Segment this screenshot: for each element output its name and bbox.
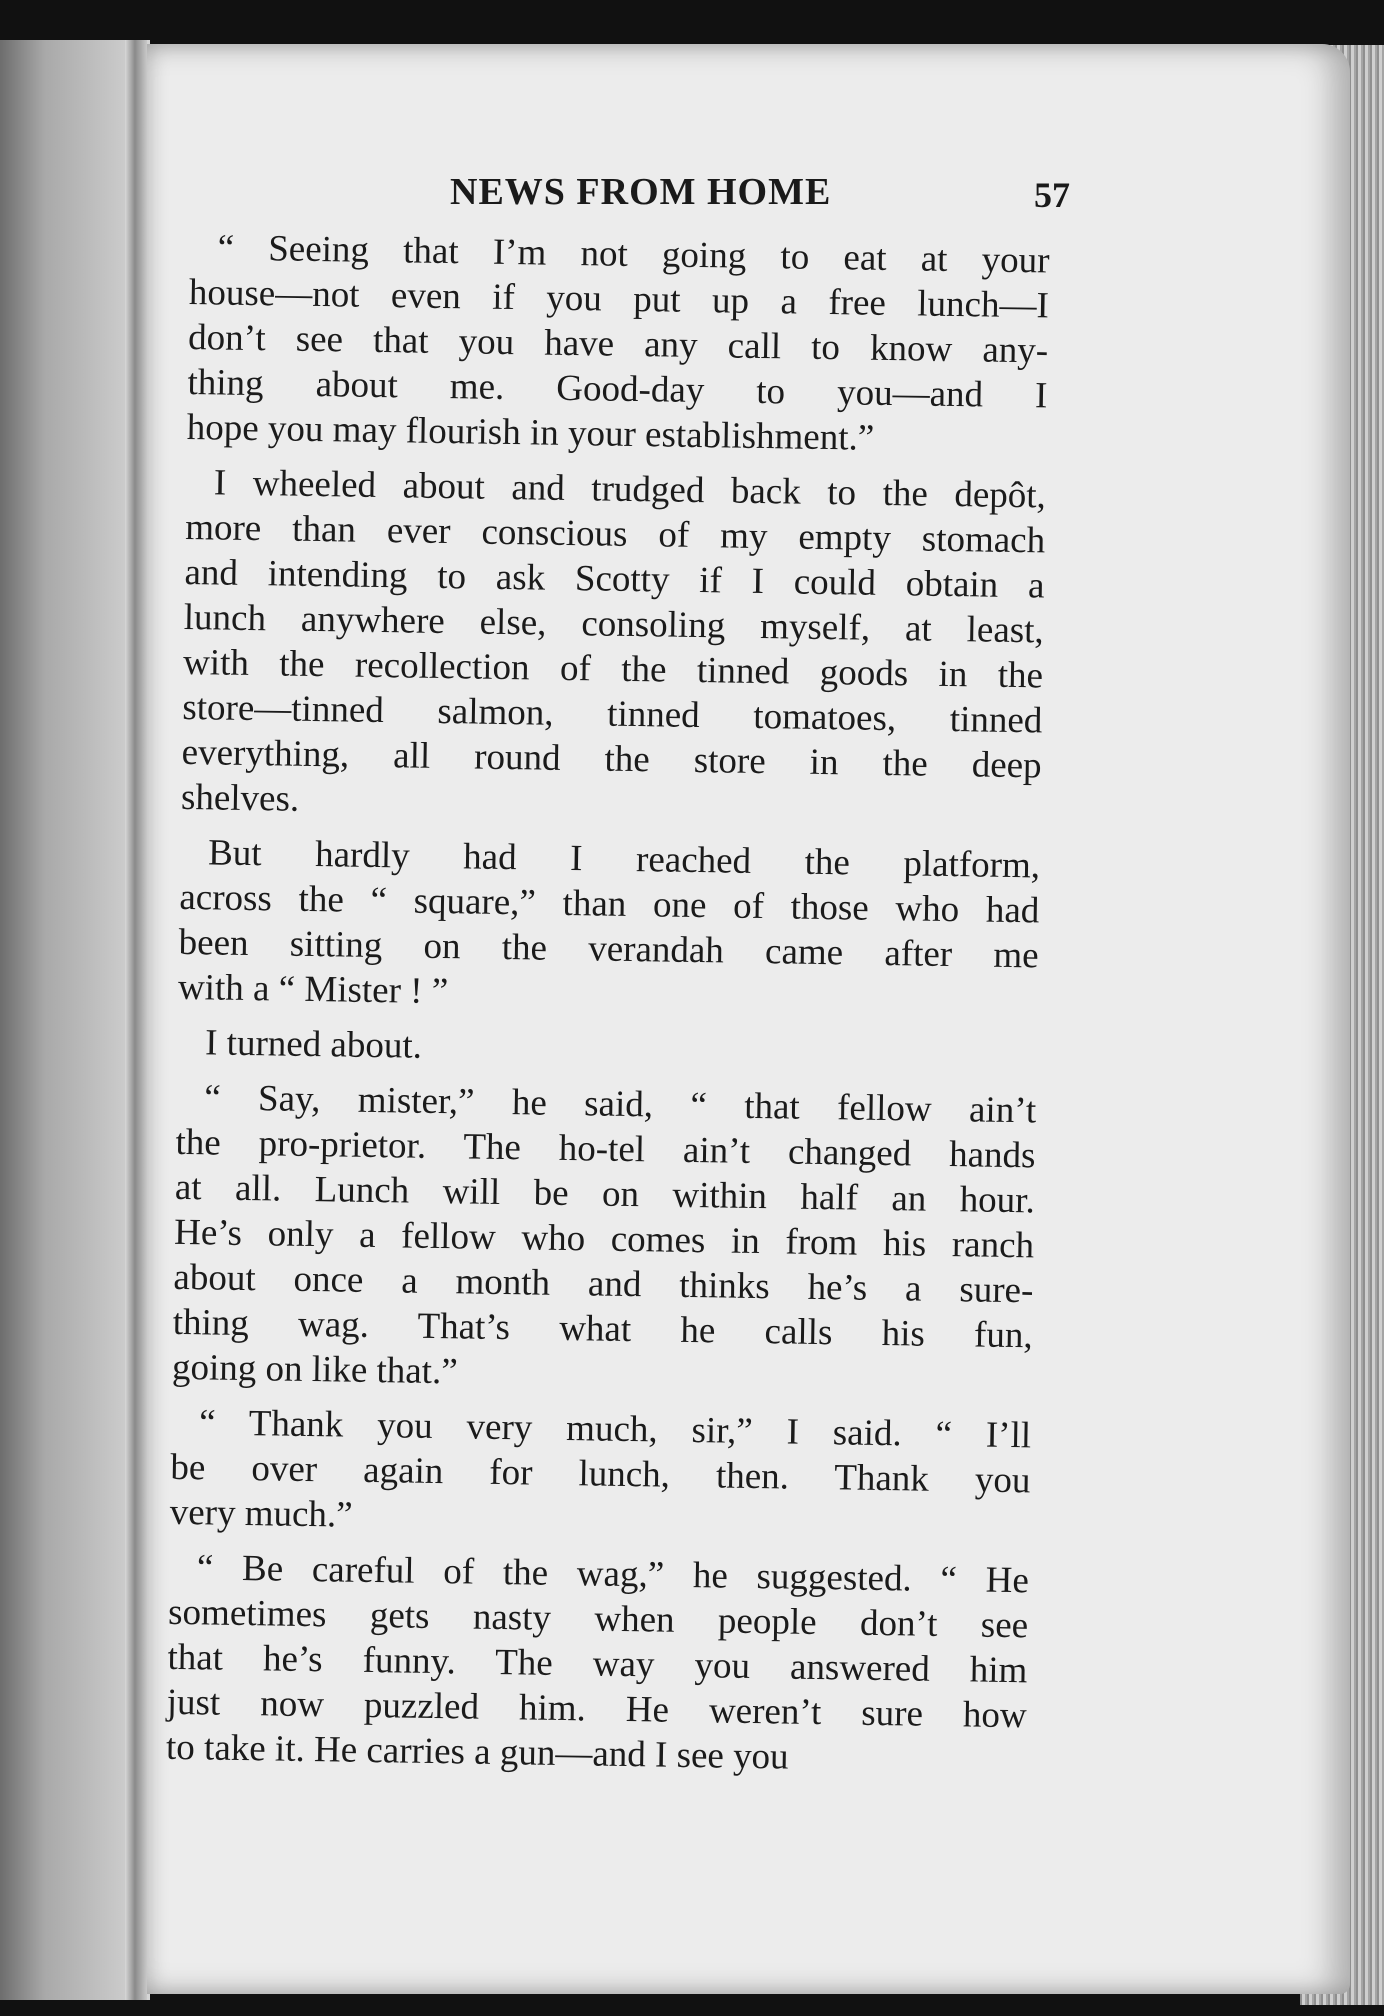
text-line: that he’s funny. The way you answered him: [167, 1636, 1028, 1692]
text-line: “ Thank you very much, sir,” I said. “ I’ll: [198, 1402, 1032, 1457]
text-line: everything, all round the store in the deep: [181, 731, 1042, 787]
page-header: [250, 170, 1070, 230]
text-line: just now puzzled him. He weren’t sure how: [166, 1681, 1028, 1737]
text-line: more than ever conscious of my empty stomach: [184, 506, 1046, 562]
text-line: I turned about.: [204, 1022, 423, 1067]
text-line: sometimes gets nasty when people don’t see: [167, 1591, 1029, 1647]
text-line: going on like that.”: [171, 1346, 459, 1393]
text-line: I wheeled about and trudged back to the depôt,: [213, 462, 1047, 517]
text-line: with a “ Mister ! ”: [177, 966, 449, 1013]
text-line: store—tinned salmon, tinned tomatoes, tinned: [182, 686, 1043, 742]
text-line: He’s only a fellow who comes in from his ranch: [173, 1211, 1035, 1267]
text-line: been sitting on the verandah came after me: [178, 921, 1039, 977]
paragraph: [166, 1545, 1029, 1783]
text-line: don’t see that you have any call to know any-: [187, 316, 1049, 372]
text-line: “ Seeing that I’m not going to eat at your: [217, 227, 1050, 282]
paragraph: [172, 1075, 1037, 1403]
running-head: NEWS FROM HOME: [450, 171, 832, 213]
text-line: But hardly had I reached the platform,: [207, 832, 1041, 887]
paragraph: [169, 1400, 1031, 1548]
text-line: house—not even if you put up a free lunch—I: [188, 271, 1050, 327]
book-gutter: [125, 40, 147, 2000]
text-line: across the “ square,” than one of those who had: [179, 876, 1040, 932]
body-text: [166, 225, 1050, 1793]
text-line: with the recollection of the tinned goods in the: [182, 641, 1044, 697]
text-line: and intending to ask Scotty if I could obtain a: [184, 551, 1045, 607]
text-line: “ Say, mister,” he said, “ that fellow ain’t: [203, 1077, 1037, 1132]
text-line: lunch anywhere else, consoling myself, at least,: [183, 596, 1045, 652]
text-line: thing wag. That’s what he calls his fun,: [172, 1301, 1033, 1357]
text-line: hope you may flourish in your establishment.”: [186, 406, 875, 459]
text-line: very much.”: [169, 1491, 353, 1536]
text-line: about once a month and thinks he’s a sure-: [173, 1256, 1034, 1312]
text-line: thing about me. Good-day to you—and I: [187, 361, 1048, 417]
text-line: “ Be careful of the wag,” he suggested. “ He: [196, 1547, 1030, 1602]
text-line: shelves.: [180, 776, 300, 820]
page-number: 57: [1034, 175, 1070, 215]
paragraph: [186, 225, 1049, 463]
text-line: be over again for lunch, then. Thank you: [170, 1446, 1031, 1502]
text-line: to take it. He carries a gun—and I see you: [165, 1726, 789, 1778]
paragraph: [181, 460, 1047, 833]
paragraph: [178, 830, 1041, 1023]
text-line: at all. Lunch will be on within half an hour.: [174, 1166, 1036, 1222]
text-line: the pro-prietor. The ho-tel ain’t changed hands: [175, 1121, 1036, 1177]
